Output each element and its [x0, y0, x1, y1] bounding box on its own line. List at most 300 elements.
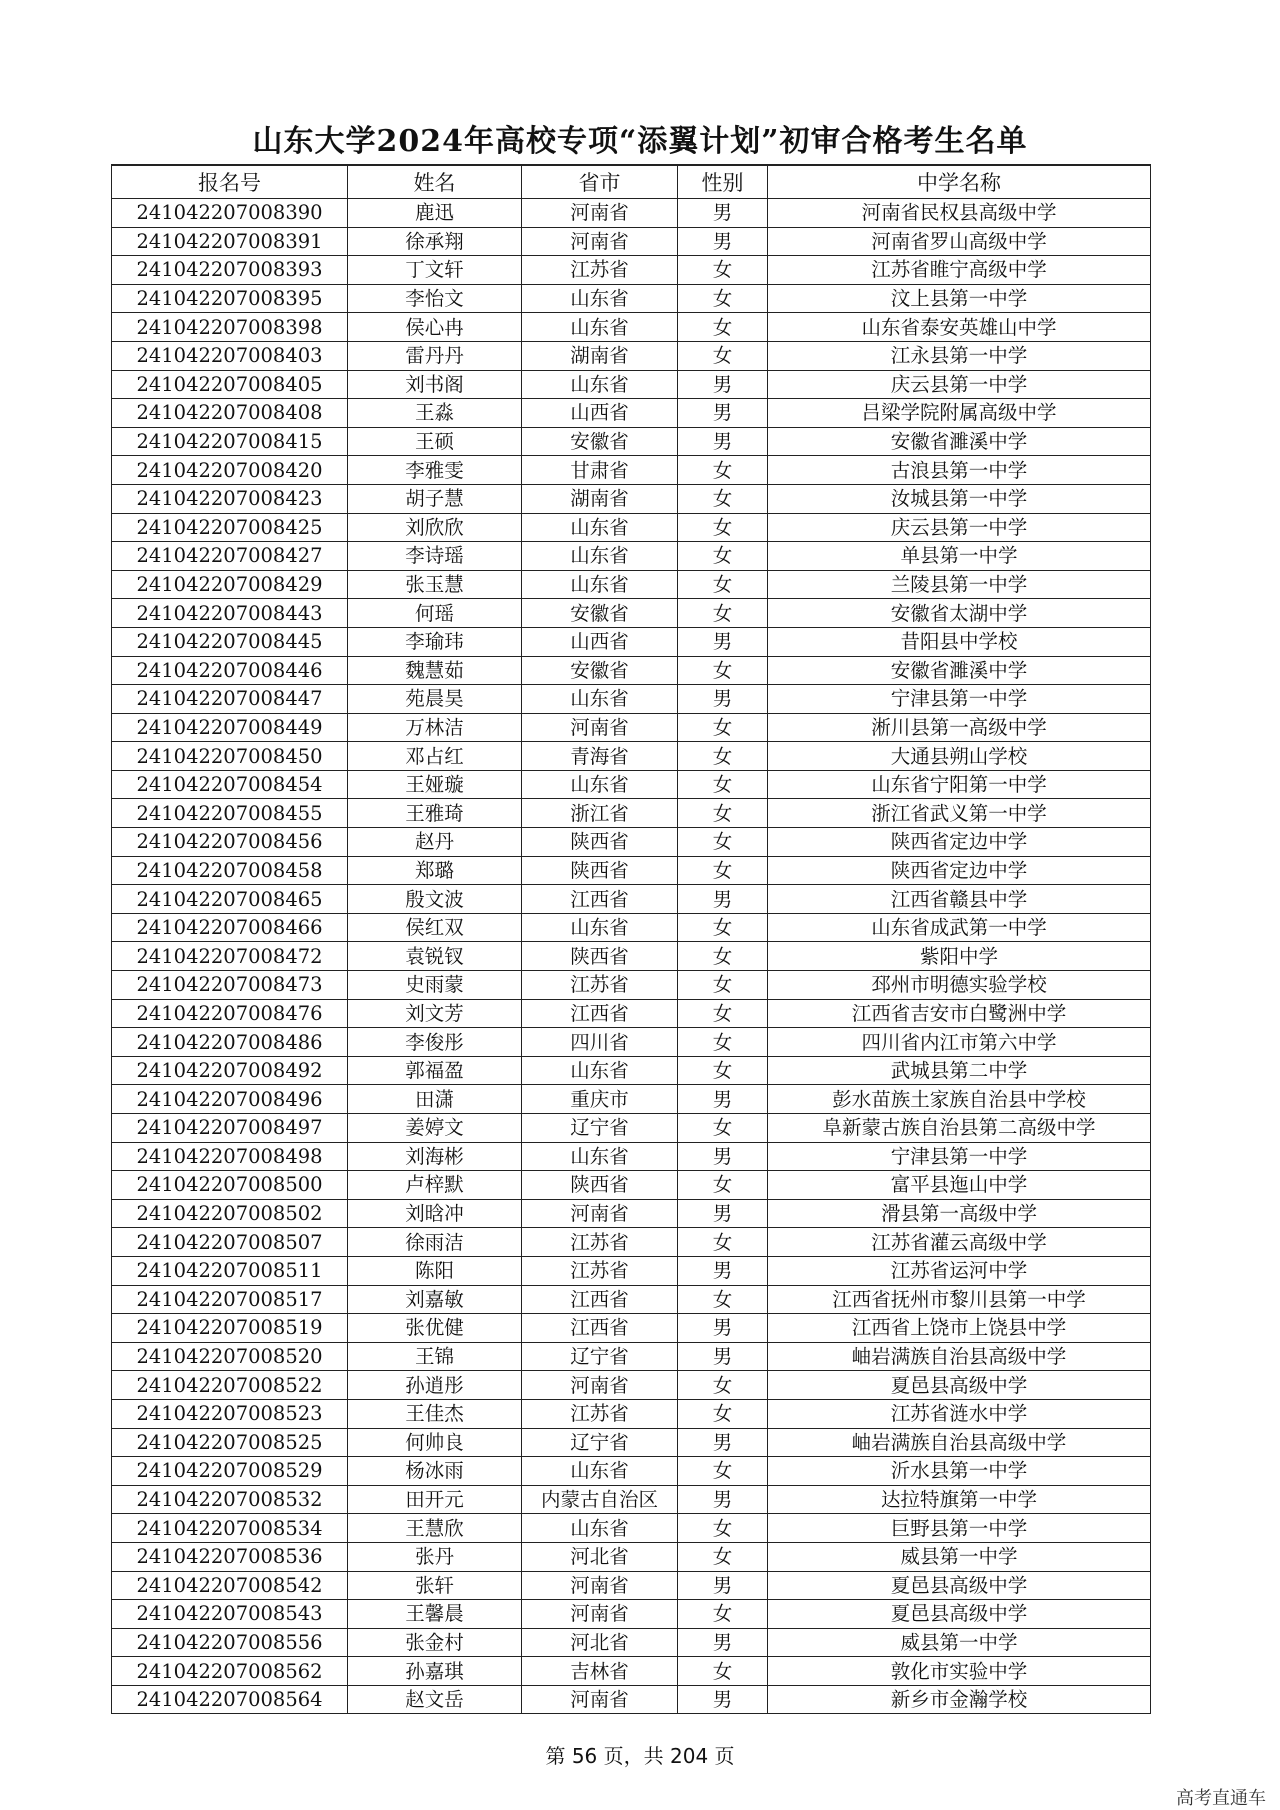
name-cell: 鹿迅 — [348, 199, 522, 228]
province-cell: 吉林省 — [522, 1657, 678, 1686]
registration-number-cell: 241042207008496 — [112, 1085, 348, 1114]
registration-number-cell: 241042207008408 — [112, 399, 348, 428]
school-cell: 四川省内江市第六中学 — [768, 1028, 1151, 1057]
name-cell: 殷文波 — [348, 885, 522, 914]
gender-cell: 女 — [678, 570, 768, 599]
school-cell: 邳州市明德实验学校 — [768, 971, 1151, 1000]
table-row — [112, 1228, 1151, 1257]
province-cell: 山东省 — [522, 284, 678, 313]
name-cell: 侯红双 — [348, 913, 522, 942]
registration-number-cell: 241042207008446 — [112, 656, 348, 685]
registration-number-cell: 241042207008542 — [112, 1571, 348, 1600]
registration-number-cell: 241042207008502 — [112, 1199, 348, 1228]
school-cell: 河南省罗山高级中学 — [768, 227, 1151, 256]
gender-cell: 男 — [678, 399, 768, 428]
school-cell: 昔阳县中学校 — [768, 627, 1151, 656]
gender-cell: 男 — [678, 370, 768, 399]
name-cell: 何瑶 — [348, 599, 522, 628]
registration-number-cell: 241042207008519 — [112, 1314, 348, 1343]
table-row — [112, 971, 1151, 1000]
gender-cell: 男 — [678, 1314, 768, 1343]
name-cell: 丁文轩 — [348, 256, 522, 285]
name-cell: 田开元 — [348, 1485, 522, 1514]
registration-number-cell: 241042207008450 — [112, 742, 348, 771]
gender-cell: 女 — [678, 1457, 768, 1486]
province-cell: 江苏省 — [522, 1399, 678, 1428]
school-cell: 江西省赣县中学 — [768, 885, 1151, 914]
province-cell: 河北省 — [522, 1542, 678, 1571]
gender-cell: 女 — [678, 1399, 768, 1428]
province-cell: 山东省 — [522, 1056, 678, 1085]
province-cell: 山东省 — [522, 313, 678, 342]
gender-cell: 男 — [678, 1628, 768, 1657]
province-cell: 江西省 — [522, 1314, 678, 1343]
registration-number-cell: 241042207008543 — [112, 1600, 348, 1629]
registration-number-cell: 241042207008497 — [112, 1114, 348, 1143]
gender-cell: 女 — [678, 1514, 768, 1543]
table-row — [112, 399, 1151, 428]
registration-number-cell: 241042207008395 — [112, 284, 348, 313]
gender-cell: 女 — [678, 599, 768, 628]
registration-number-cell: 241042207008511 — [112, 1256, 348, 1285]
header-name: 姓名 — [348, 165, 522, 199]
name-cell: 李雅雯 — [348, 456, 522, 485]
table-row — [112, 656, 1151, 685]
registration-number-cell: 241042207008443 — [112, 599, 348, 628]
province-cell: 山东省 — [522, 513, 678, 542]
school-cell: 汝城县第一中学 — [768, 484, 1151, 513]
school-cell: 大通县朔山学校 — [768, 742, 1151, 771]
province-cell: 陕西省 — [522, 1171, 678, 1200]
province-cell: 安徽省 — [522, 656, 678, 685]
province-cell: 山东省 — [522, 570, 678, 599]
province-cell: 山东省 — [522, 1514, 678, 1543]
gender-cell: 女 — [678, 656, 768, 685]
province-cell: 河南省 — [522, 1199, 678, 1228]
school-cell: 宁津县第一中学 — [768, 685, 1151, 714]
name-cell: 王娅璇 — [348, 770, 522, 799]
school-cell: 陕西省定边中学 — [768, 828, 1151, 857]
table-row — [112, 1028, 1151, 1057]
school-cell: 江苏省睢宁高级中学 — [768, 256, 1151, 285]
registration-number-cell: 241042207008473 — [112, 971, 348, 1000]
province-cell: 青海省 — [522, 742, 678, 771]
table-row — [112, 1600, 1151, 1629]
name-cell: 李诗瑶 — [348, 542, 522, 571]
table-row — [112, 770, 1151, 799]
school-cell: 岫岩满族自治县高级中学 — [768, 1342, 1151, 1371]
registration-number-cell: 241042207008423 — [112, 484, 348, 513]
gender-cell: 男 — [678, 1485, 768, 1514]
gender-cell: 女 — [678, 828, 768, 857]
school-cell: 山东省成武第一中学 — [768, 913, 1151, 942]
registration-number-cell: 241042207008517 — [112, 1285, 348, 1314]
gender-cell: 女 — [678, 1171, 768, 1200]
province-cell: 江苏省 — [522, 1228, 678, 1257]
table-row — [112, 256, 1151, 285]
registration-number-cell: 241042207008472 — [112, 942, 348, 971]
registration-number-cell: 241042207008529 — [112, 1457, 348, 1486]
gender-cell: 男 — [678, 227, 768, 256]
gender-cell: 女 — [678, 284, 768, 313]
registration-number-cell: 241042207008500 — [112, 1171, 348, 1200]
school-cell: 紫阳中学 — [768, 942, 1151, 971]
school-cell: 浙江省武义第一中学 — [768, 799, 1151, 828]
table-row — [112, 484, 1151, 513]
registration-number-cell: 241042207008445 — [112, 627, 348, 656]
registration-number-cell: 241042207008398 — [112, 313, 348, 342]
registration-number-cell: 241042207008391 — [112, 227, 348, 256]
school-cell: 达拉特旗第一中学 — [768, 1485, 1151, 1514]
table-row — [112, 828, 1151, 857]
registration-number-cell: 241042207008498 — [112, 1142, 348, 1171]
name-cell: 孙嘉琪 — [348, 1657, 522, 1686]
province-cell: 河南省 — [522, 227, 678, 256]
province-cell: 陕西省 — [522, 942, 678, 971]
registration-number-cell: 241042207008455 — [112, 799, 348, 828]
school-cell: 江西省吉安市白鹭洲中学 — [768, 999, 1151, 1028]
gender-cell: 女 — [678, 1228, 768, 1257]
table-row — [112, 1256, 1151, 1285]
province-cell: 河南省 — [522, 1371, 678, 1400]
school-cell: 巨野县第一中学 — [768, 1514, 1151, 1543]
province-cell: 江苏省 — [522, 1256, 678, 1285]
school-cell: 单县第一中学 — [768, 542, 1151, 571]
province-cell: 湖南省 — [522, 484, 678, 513]
school-cell: 夏邑县高级中学 — [768, 1371, 1151, 1400]
school-cell: 安徽省濉溪中学 — [768, 427, 1151, 456]
name-cell: 万林洁 — [348, 713, 522, 742]
province-cell: 山东省 — [522, 1142, 678, 1171]
school-cell: 江西省上饶市上饶县中学 — [768, 1314, 1151, 1343]
table-header-row — [112, 165, 1151, 199]
school-cell: 彭水苗族土家族自治县中学校 — [768, 1085, 1151, 1114]
gender-cell: 男 — [678, 1256, 768, 1285]
province-cell: 四川省 — [522, 1028, 678, 1057]
name-cell: 李俊彤 — [348, 1028, 522, 1057]
table-row — [112, 1657, 1151, 1686]
school-cell: 山东省宁阳第一中学 — [768, 770, 1151, 799]
gender-cell: 男 — [678, 1428, 768, 1457]
gender-cell: 男 — [678, 1142, 768, 1171]
province-cell: 浙江省 — [522, 799, 678, 828]
name-cell: 刘文芳 — [348, 999, 522, 1028]
name-cell: 侯心冉 — [348, 313, 522, 342]
province-cell: 山东省 — [522, 685, 678, 714]
school-cell: 富平县迤山中学 — [768, 1171, 1151, 1200]
registration-number-cell: 241042207008447 — [112, 685, 348, 714]
school-cell: 河南省民权县高级中学 — [768, 199, 1151, 228]
province-cell: 山东省 — [522, 913, 678, 942]
table-row — [112, 1171, 1151, 1200]
registration-number-cell: 241042207008429 — [112, 570, 348, 599]
province-cell: 重庆市 — [522, 1085, 678, 1114]
table-row — [112, 1571, 1151, 1600]
name-cell: 刘晗冲 — [348, 1199, 522, 1228]
registration-number-cell: 241042207008564 — [112, 1685, 348, 1714]
school-cell: 汶上县第一中学 — [768, 284, 1151, 313]
table-row — [112, 1142, 1151, 1171]
registration-number-cell: 241042207008427 — [112, 542, 348, 571]
name-cell: 史雨蒙 — [348, 971, 522, 1000]
province-cell: 甘肃省 — [522, 456, 678, 485]
province-cell: 河南省 — [522, 1600, 678, 1629]
table-row — [112, 599, 1151, 628]
table-row — [112, 856, 1151, 885]
school-cell: 古浪县第一中学 — [768, 456, 1151, 485]
gender-cell: 女 — [678, 542, 768, 571]
name-cell: 王馨晨 — [348, 1600, 522, 1629]
watermark: 高考直通车 — [1176, 1788, 1266, 1809]
name-cell: 姜婷文 — [348, 1114, 522, 1143]
name-cell: 张轩 — [348, 1571, 522, 1600]
table-row — [112, 199, 1151, 228]
school-cell: 江苏省运河中学 — [768, 1256, 1151, 1285]
gender-cell: 女 — [678, 913, 768, 942]
name-cell: 刘欣欣 — [348, 513, 522, 542]
school-cell: 安徽省濉溪中学 — [768, 656, 1151, 685]
table-row — [112, 542, 1151, 571]
gender-cell: 女 — [678, 799, 768, 828]
school-cell: 夏邑县高级中学 — [768, 1600, 1151, 1629]
name-cell: 李怡文 — [348, 284, 522, 313]
province-cell: 辽宁省 — [522, 1342, 678, 1371]
school-cell: 新乡市金瀚学校 — [768, 1685, 1151, 1714]
school-cell: 阜新蒙古族自治县第二高级中学 — [768, 1114, 1151, 1143]
name-cell: 徐承翔 — [348, 227, 522, 256]
school-cell: 山东省泰安英雄山中学 — [768, 313, 1151, 342]
province-cell: 江苏省 — [522, 971, 678, 1000]
gender-cell: 女 — [678, 1028, 768, 1057]
name-cell: 刘嘉敏 — [348, 1285, 522, 1314]
province-cell: 河北省 — [522, 1628, 678, 1657]
registration-number-cell: 241042207008454 — [112, 770, 348, 799]
school-cell: 兰陵县第一中学 — [768, 570, 1151, 599]
gender-cell: 女 — [678, 1600, 768, 1629]
table-row — [112, 713, 1151, 742]
table-body — [112, 199, 1151, 1714]
registration-number-cell: 241042207008486 — [112, 1028, 348, 1057]
gender-cell: 女 — [678, 1114, 768, 1143]
province-cell: 江苏省 — [522, 256, 678, 285]
table-row — [112, 742, 1151, 771]
table-row — [112, 627, 1151, 656]
school-cell: 江苏省涟水中学 — [768, 1399, 1151, 1428]
registration-number-cell: 241042207008425 — [112, 513, 348, 542]
province-cell: 河南省 — [522, 199, 678, 228]
gender-cell: 男 — [678, 685, 768, 714]
school-cell: 庆云县第一中学 — [768, 513, 1151, 542]
page-title: 山东大学2024年高校专项“添翼计划”初审合格考生名单 — [252, 124, 1028, 159]
province-cell: 陕西省 — [522, 856, 678, 885]
province-cell: 辽宁省 — [522, 1114, 678, 1143]
gender-cell: 女 — [678, 1285, 768, 1314]
table-row — [112, 1114, 1151, 1143]
registration-number-cell: 241042207008405 — [112, 370, 348, 399]
table-row — [112, 427, 1151, 456]
name-cell: 王锦 — [348, 1342, 522, 1371]
school-cell: 吕梁学院附属高级中学 — [768, 399, 1151, 428]
table-row — [112, 513, 1151, 542]
gender-cell: 女 — [678, 1056, 768, 1085]
name-cell: 杨冰雨 — [348, 1457, 522, 1486]
name-cell: 刘书阁 — [348, 370, 522, 399]
school-cell: 威县第一中学 — [768, 1628, 1151, 1657]
gender-cell: 女 — [678, 1542, 768, 1571]
gender-cell: 女 — [678, 484, 768, 513]
page-number: 第 56 页，共 204 页 — [545, 1744, 735, 1768]
name-cell: 张丹 — [348, 1542, 522, 1571]
name-cell: 邓占红 — [348, 742, 522, 771]
gender-cell: 女 — [678, 1657, 768, 1686]
province-cell: 辽宁省 — [522, 1428, 678, 1457]
table-row — [112, 1428, 1151, 1457]
registration-number-cell: 241042207008465 — [112, 885, 348, 914]
registration-number-cell: 241042207008556 — [112, 1628, 348, 1657]
gender-cell: 女 — [678, 456, 768, 485]
name-cell: 郑璐 — [348, 856, 522, 885]
gender-cell: 女 — [678, 942, 768, 971]
registration-number-cell: 241042207008466 — [112, 913, 348, 942]
name-cell: 王慧欣 — [348, 1514, 522, 1543]
table-row — [112, 1399, 1151, 1428]
header-gender: 性别 — [678, 165, 768, 199]
gender-cell: 女 — [678, 856, 768, 885]
registration-number-cell: 241042207008536 — [112, 1542, 348, 1571]
school-cell: 江西省抚州市黎川县第一中学 — [768, 1285, 1151, 1314]
table-row — [112, 284, 1151, 313]
school-cell: 宁津县第一中学 — [768, 1142, 1151, 1171]
table-row — [112, 1485, 1151, 1514]
candidate-table — [111, 164, 1151, 1714]
table-row — [112, 313, 1151, 342]
province-cell: 河南省 — [522, 1685, 678, 1714]
table-row — [112, 370, 1151, 399]
table-row — [112, 1628, 1151, 1657]
province-cell: 山东省 — [522, 542, 678, 571]
table-row — [112, 1457, 1151, 1486]
gender-cell: 男 — [678, 885, 768, 914]
gender-cell: 女 — [678, 742, 768, 771]
name-cell: 李瑜玮 — [348, 627, 522, 656]
name-cell: 田潇 — [348, 1085, 522, 1114]
province-cell: 江西省 — [522, 1285, 678, 1314]
school-cell: 安徽省太湖中学 — [768, 599, 1151, 628]
province-cell: 内蒙古自治区 — [522, 1485, 678, 1514]
gender-cell: 女 — [678, 971, 768, 1000]
gender-cell: 女 — [678, 341, 768, 370]
registration-number-cell: 241042207008458 — [112, 856, 348, 885]
gender-cell: 男 — [678, 1199, 768, 1228]
table-row — [112, 799, 1151, 828]
province-cell: 河南省 — [522, 713, 678, 742]
table-row — [112, 227, 1151, 256]
name-cell: 胡子慧 — [348, 484, 522, 513]
school-cell: 庆云县第一中学 — [768, 370, 1151, 399]
table-row — [112, 570, 1151, 599]
name-cell: 王雅琦 — [348, 799, 522, 828]
school-cell: 武城县第二中学 — [768, 1056, 1151, 1085]
name-cell: 赵文岳 — [348, 1685, 522, 1714]
school-cell: 江永县第一中学 — [768, 341, 1151, 370]
name-cell: 陈阳 — [348, 1256, 522, 1285]
registration-number-cell: 241042207008456 — [112, 828, 348, 857]
name-cell: 徐雨洁 — [348, 1228, 522, 1257]
province-cell: 江西省 — [522, 999, 678, 1028]
gender-cell: 男 — [678, 427, 768, 456]
registration-number-cell: 241042207008476 — [112, 999, 348, 1028]
province-cell: 湖南省 — [522, 341, 678, 370]
gender-cell: 男 — [678, 199, 768, 228]
table-row — [112, 1285, 1151, 1314]
registration-number-cell: 241042207008492 — [112, 1056, 348, 1085]
name-cell: 卢梓默 — [348, 1171, 522, 1200]
table-row — [112, 341, 1151, 370]
name-cell: 张玉慧 — [348, 570, 522, 599]
school-cell: 淅川县第一高级中学 — [768, 713, 1151, 742]
registration-number-cell: 241042207008562 — [112, 1657, 348, 1686]
registration-number-cell: 241042207008532 — [112, 1485, 348, 1514]
school-cell: 夏邑县高级中学 — [768, 1571, 1151, 1600]
school-cell: 陕西省定边中学 — [768, 856, 1151, 885]
school-cell: 江苏省灌云高级中学 — [768, 1228, 1151, 1257]
registration-number-cell: 241042207008534 — [112, 1514, 348, 1543]
registration-number-cell: 241042207008420 — [112, 456, 348, 485]
province-cell: 陕西省 — [522, 828, 678, 857]
province-cell: 江西省 — [522, 885, 678, 914]
header-school: 中学名称 — [768, 165, 1151, 199]
province-cell: 安徽省 — [522, 427, 678, 456]
name-cell: 刘海彬 — [348, 1142, 522, 1171]
name-cell: 张金村 — [348, 1628, 522, 1657]
name-cell: 雷丹丹 — [348, 341, 522, 370]
registration-number-cell: 241042207008520 — [112, 1342, 348, 1371]
registration-number-cell: 241042207008507 — [112, 1228, 348, 1257]
province-cell: 河南省 — [522, 1571, 678, 1600]
registration-number-cell: 241042207008415 — [112, 427, 348, 456]
school-cell: 岫岩满族自治县高级中学 — [768, 1428, 1151, 1457]
table-row — [112, 1085, 1151, 1114]
gender-cell: 女 — [678, 1371, 768, 1400]
registration-number-cell: 241042207008525 — [112, 1428, 348, 1457]
gender-cell: 男 — [678, 1342, 768, 1371]
table-row — [112, 942, 1151, 971]
name-cell: 赵丹 — [348, 828, 522, 857]
table-row — [112, 885, 1151, 914]
table-row — [112, 1199, 1151, 1228]
table-row — [112, 1542, 1151, 1571]
province-cell: 山东省 — [522, 770, 678, 799]
name-cell: 张优健 — [348, 1314, 522, 1343]
province-cell: 山西省 — [522, 627, 678, 656]
name-cell: 何帅良 — [348, 1428, 522, 1457]
table-row — [112, 456, 1151, 485]
province-cell: 山东省 — [522, 370, 678, 399]
province-cell: 山东省 — [522, 1457, 678, 1486]
table-row — [112, 1685, 1151, 1714]
gender-cell: 女 — [678, 513, 768, 542]
gender-cell: 女 — [678, 713, 768, 742]
table-row — [112, 1314, 1151, 1343]
gender-cell: 男 — [678, 1085, 768, 1114]
school-cell: 敦化市实验中学 — [768, 1657, 1151, 1686]
header-registration-number: 报名号 — [112, 165, 348, 199]
name-cell: 苑晨昊 — [348, 685, 522, 714]
gender-cell: 女 — [678, 256, 768, 285]
table-row — [112, 1056, 1151, 1085]
school-cell: 滑县第一高级中学 — [768, 1199, 1151, 1228]
table-row — [112, 685, 1151, 714]
